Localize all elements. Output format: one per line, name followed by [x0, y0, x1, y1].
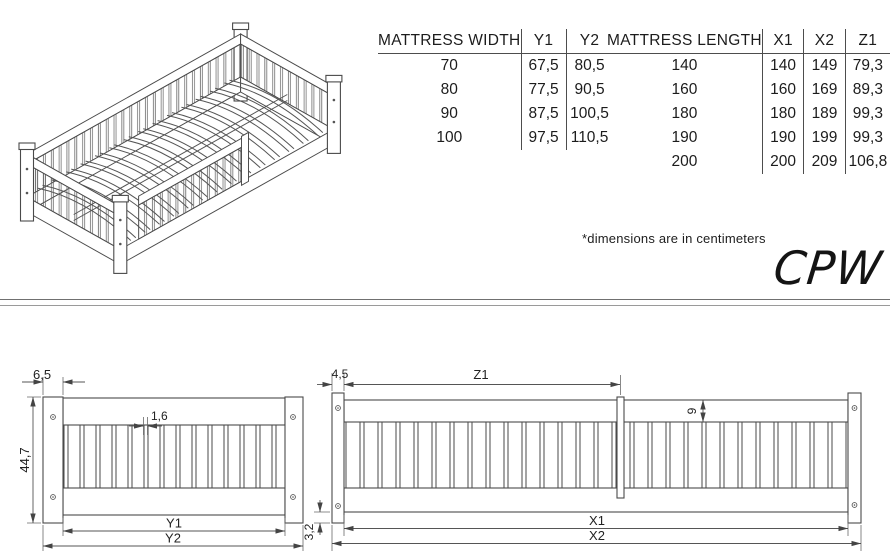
table-cell: 190 — [671, 129, 698, 146]
top-rail — [63, 398, 285, 425]
table-cell: 80,5 — [566, 54, 613, 79]
table-cell: 99,3 — [845, 102, 890, 126]
table-cell: 149 — [804, 54, 845, 79]
table-cell: 140 — [671, 57, 698, 74]
table-cell: 160 — [762, 78, 803, 102]
table-cell: 180 — [762, 102, 803, 126]
bed-post — [19, 143, 35, 221]
dimension-label: 6,5 — [33, 367, 52, 382]
top-rail — [344, 400, 848, 422]
bottom-rail — [63, 488, 285, 515]
table-row — [607, 150, 890, 174]
table-header-row — [378, 29, 613, 54]
table-cell: 106,8 — [845, 150, 890, 174]
table-cell: 99,3 — [845, 126, 890, 150]
table-cell: 77,5 — [521, 78, 566, 102]
brand-logo: CPW — [770, 241, 885, 295]
table-row — [378, 102, 613, 126]
dimension-label: X2 — [589, 528, 605, 543]
dim-post-width — [317, 367, 349, 391]
table-row — [607, 102, 890, 126]
dim-post-width — [22, 367, 85, 395]
table-cell: 90 — [440, 105, 458, 122]
table-cell: 200 — [671, 153, 698, 170]
dimension-label: 3,2 — [302, 523, 316, 541]
dim-leg-offset — [302, 500, 330, 540]
table-cell: 97,5 — [521, 126, 566, 150]
table-cell: 169 — [804, 78, 845, 102]
slat-band — [344, 422, 848, 488]
table-cell: 189 — [804, 102, 845, 126]
bottom-rail — [344, 488, 848, 512]
orthographic-views — [0, 355, 890, 560]
foot-railing — [241, 34, 334, 144]
dimension-label: 44,7 — [17, 447, 32, 473]
table-cell: 70 — [440, 57, 458, 74]
dimension-label: 1,6 — [151, 409, 168, 423]
dimension-label: Z1 — [473, 367, 489, 382]
column-header: X2 — [804, 29, 845, 54]
mattress-length-table — [607, 29, 890, 174]
dimension-label: 4,5 — [331, 367, 349, 381]
column-header: X1 — [762, 29, 803, 54]
column-header: MATTRESS LENGTH — [607, 29, 762, 54]
mattress-width-table — [378, 29, 613, 150]
bed-post — [112, 195, 128, 273]
dim-height — [17, 397, 41, 523]
table-cell: 79,3 — [845, 54, 890, 79]
table-cell: 140 — [762, 54, 803, 79]
table-cell: 180 — [671, 105, 698, 122]
dimension-label: Y2 — [165, 530, 181, 546]
slat-band — [63, 425, 285, 488]
table-cell: 200 — [762, 150, 803, 174]
table-row — [378, 78, 613, 102]
column-header: Y1 — [521, 29, 566, 54]
isometric-bed-drawing — [2, 2, 367, 297]
table-cell: 209 — [804, 150, 845, 174]
table-cell: 160 — [671, 81, 698, 98]
side-view — [302, 367, 861, 551]
table-row — [607, 54, 890, 79]
table-row — [378, 126, 613, 150]
dimension-label: 9 — [685, 407, 699, 415]
dimensions-note: *dimensions are in centimeters — [582, 231, 766, 246]
table-row — [378, 54, 613, 79]
table-cell: 100 — [436, 129, 463, 146]
column-header: MATTRESS WIDTH — [378, 29, 521, 54]
table-cell: 190 — [762, 126, 803, 150]
dim-guard-length — [344, 367, 621, 395]
column-header: Z1 — [845, 29, 890, 54]
dimension-label: Y1 — [166, 515, 182, 531]
table-cell: 110,5 — [566, 126, 613, 150]
table-row — [607, 78, 890, 102]
table-cell: 100,5 — [566, 102, 613, 126]
table-header-row — [607, 29, 890, 54]
section-divider — [0, 299, 890, 306]
front-view — [17, 367, 303, 551]
table-cell: 87,5 — [521, 102, 566, 126]
bed-post — [326, 75, 342, 153]
table-cell: 90,5 — [566, 78, 613, 102]
column-header: Y2 — [566, 29, 613, 54]
table-cell: 89,3 — [845, 78, 890, 102]
guard-end-board — [617, 397, 624, 498]
table-cell: 67,5 — [521, 54, 566, 79]
table-row — [607, 126, 890, 150]
table-cell: 199 — [804, 126, 845, 150]
table-cell: 80 — [440, 81, 458, 98]
dimension-label: X1 — [589, 513, 605, 528]
